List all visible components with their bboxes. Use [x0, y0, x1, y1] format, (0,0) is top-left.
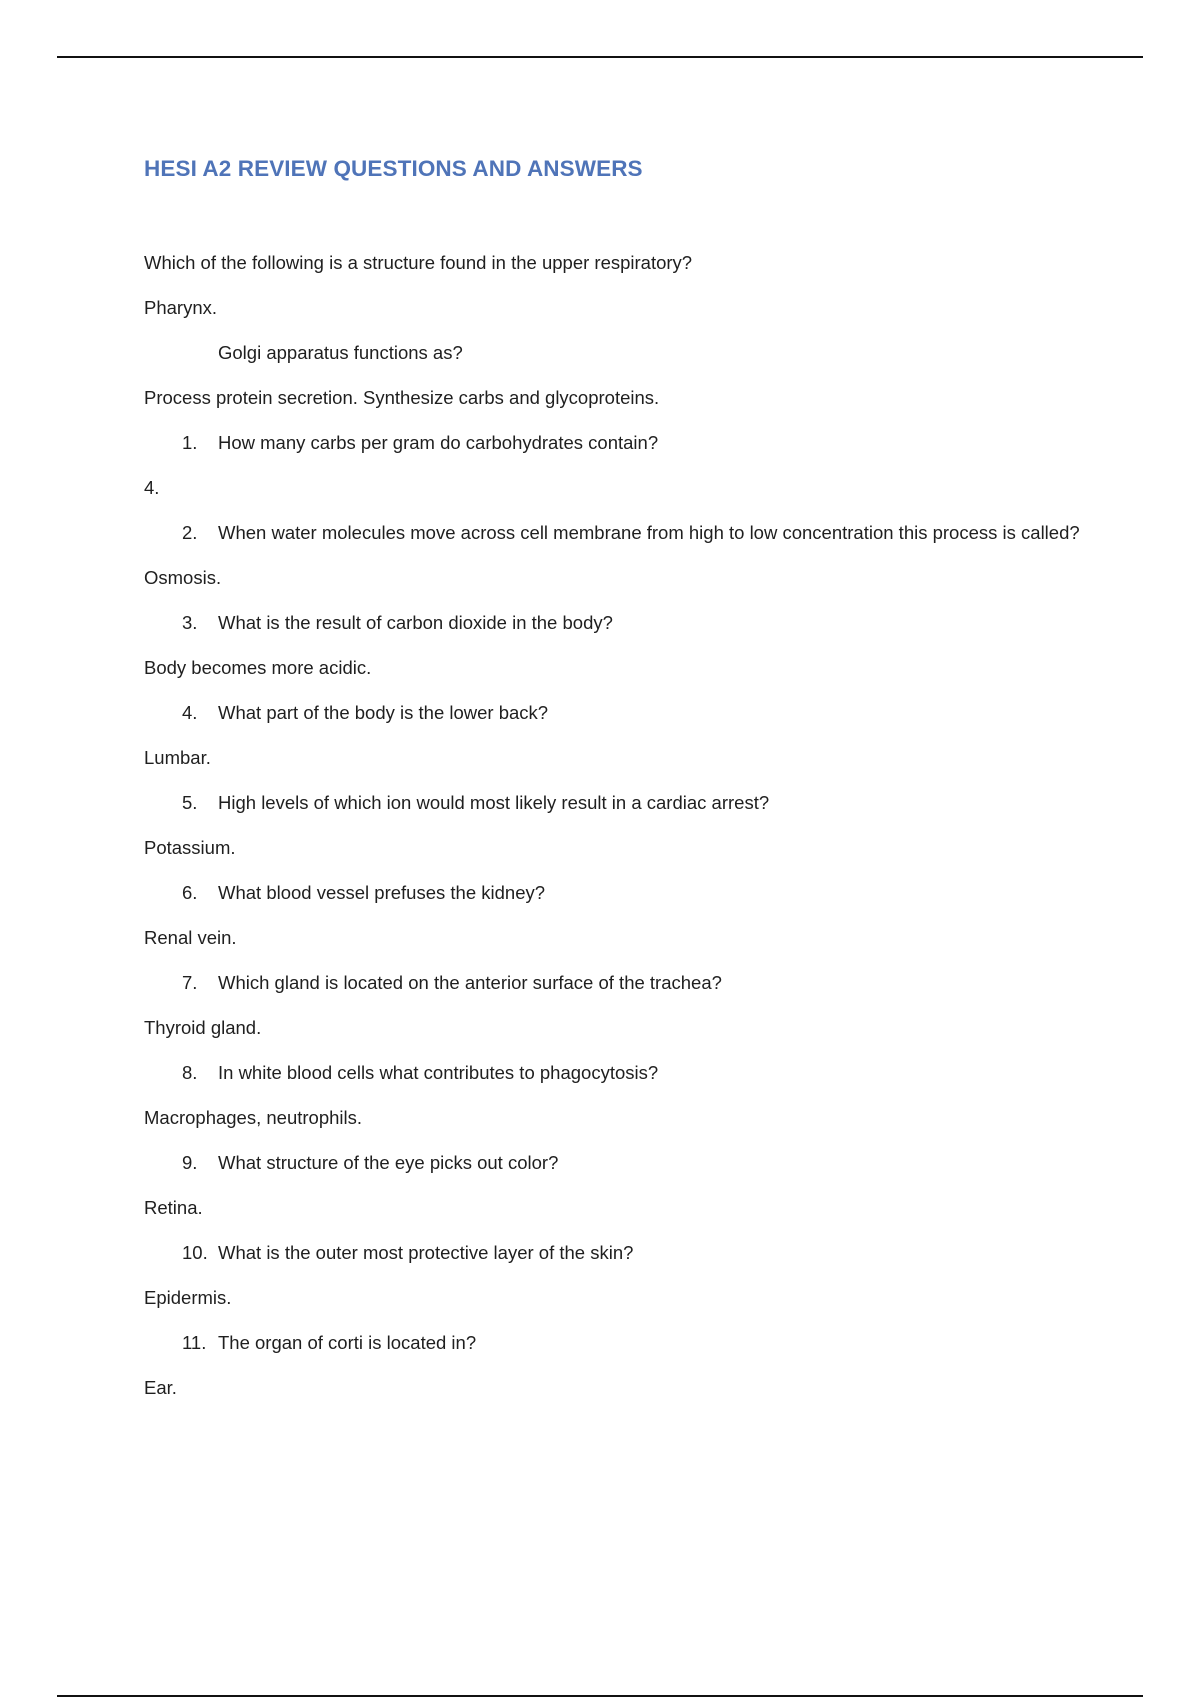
numbered-question [144, 698, 1084, 728]
question-text: What blood vessel prefuses the kidney? [218, 882, 546, 903]
question-number: 2. [182, 522, 198, 543]
numbered-question [144, 1238, 1084, 1268]
header-rule [57, 56, 1143, 58]
question-text: High levels of which ion would most likely result in a cardiac arrest? [218, 792, 770, 813]
answer-text: Epidermis. [144, 1287, 232, 1308]
numbered-question [144, 788, 1084, 818]
answer-text: Body becomes more acidic. [144, 657, 372, 678]
numbered-question [144, 518, 1084, 548]
question-number: 6. [182, 882, 198, 903]
numbered-question [144, 1148, 1084, 1178]
numbered-question [144, 608, 1084, 638]
question-number: 5. [182, 792, 198, 813]
question-number: 9. [182, 1152, 198, 1173]
question-text: What is the outer most protective layer of the skin? [218, 1242, 634, 1263]
question-text: Golgi apparatus functions as? [218, 342, 463, 363]
question-text: How many carbs per gram do carbohydrates contain? [218, 432, 659, 453]
question-number: 3. [182, 612, 198, 633]
numbered-question [144, 428, 1084, 458]
footer-rule [57, 1695, 1143, 1697]
question-text: What is the result of carbon dioxide in the body? [218, 612, 613, 633]
question-text: What part of the body is the lower back? [218, 702, 549, 723]
question-text: When water molecules move across cell membrane from high to low concentration this process is called? [218, 522, 1080, 543]
qa-list [144, 248, 1084, 1418]
answer-text: Lumbar. [144, 747, 211, 768]
answer-text: Pharynx. [144, 297, 218, 318]
document-header [144, 150, 1084, 188]
question-text: Which gland is located on the anterior surface of the trachea? [218, 972, 722, 993]
question-number: 8. [182, 1062, 198, 1083]
question-number: 1. [182, 432, 198, 453]
numbered-question [144, 968, 1084, 998]
answer-text: 4. [144, 477, 160, 498]
question-text: In white blood cells what contributes to phagocytosis? [218, 1062, 659, 1083]
question-text: What structure of the eye picks out color? [218, 1152, 559, 1173]
question-number: 4. [182, 702, 198, 723]
answer-text: Renal vein. [144, 927, 237, 948]
answer-text: Process protein secretion. Synthesize carbs and glycoproteins. [144, 387, 660, 408]
answer-text: Osmosis. [144, 567, 222, 588]
numbered-question [144, 1058, 1084, 1088]
answer-text: Thyroid gland. [144, 1017, 262, 1038]
answer-text: Potassium. [144, 837, 236, 858]
question-number: 11. [182, 1332, 207, 1353]
question-number: 10. [182, 1242, 208, 1263]
answer-text: Macrophages, neutrophils. [144, 1107, 363, 1128]
page-title: HESI A2 REVIEW QUESTIONS AND ANSWERS [144, 156, 643, 181]
numbered-question [144, 1328, 1084, 1358]
question-text: Which of the following is a structure found in the upper respiratory? [144, 252, 693, 273]
question-text: The organ of corti is located in? [218, 1332, 477, 1353]
answer-text: Retina. [144, 1197, 203, 1218]
numbered-question [144, 878, 1084, 908]
answer-text: Ear. [144, 1377, 177, 1398]
question-number: 7. [182, 972, 198, 993]
